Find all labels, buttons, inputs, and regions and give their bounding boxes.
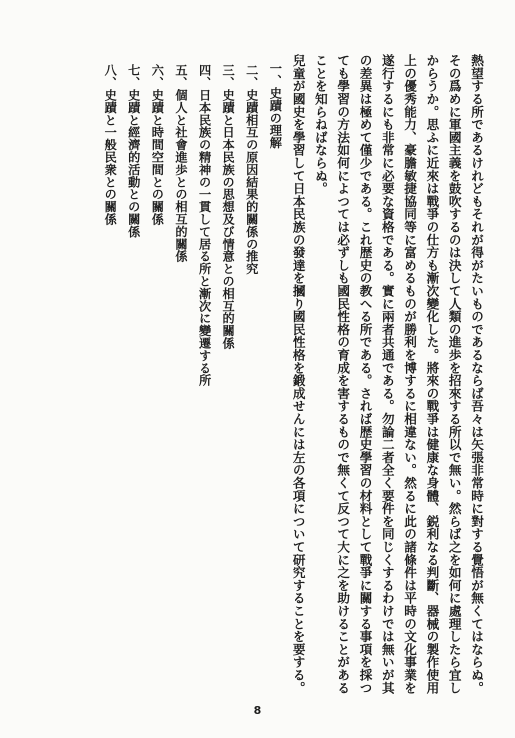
text-line: からうか。思ふに近來は戰爭の仕方も漸次變化した。將來の戰爭は健康な身體、鋭利なる判斷、器械の製作使用 [424, 54, 440, 694]
page-number: 8 [253, 704, 262, 717]
text-line: ても學習の方法如何によつては必ずしも國民性格の育成を害するもので無くて反つて大に之を助けることがある [335, 54, 351, 694]
list-item: 一、史蹟の理解 [268, 62, 283, 149]
numbered-list [98, 54, 287, 696]
list-item: 五、個人と社會進歩との相互的關係 [173, 64, 188, 263]
vertical-text-block [98, 54, 487, 696]
list-item: 八、史蹟と一般民衆との關係 [103, 64, 118, 226]
list-item: 七、史蹟と經濟的活動との關係 [126, 64, 141, 238]
list-item: 三、史蹟と日本民族の思想及び情意との相互的關係 [221, 64, 236, 350]
list-item: 二、史蹟相互の原因結果的關係の推究 [244, 64, 259, 275]
text-line: 上の優秀能力、豪膽敏捷協同等に富めるものが勝利を博するに相違ない。然るに此の諸條件は平時の文化事業を [402, 54, 418, 694]
text-line: 兒童が國史を學習して日本民族の發達を摑り國民性格を鍛成せんには左の各項について研究することを要する。 [290, 54, 306, 694]
text-line: 遂行するにも非常に必要な資格である。實に兩者共通である。勿論二者全く要件を同じくするわけでは無いが其 [379, 54, 395, 694]
list-item: 四、日本民族の精神の一貫して居る所と漸次に變遷する所 [197, 64, 212, 387]
text-line: の差異は極めて僅少である。これ歴史の教へる所である。されば歴史學習の材料として戰爭に關する事項を採つ [357, 54, 373, 694]
list-item: 六、史蹟と時間空間との關係 [150, 64, 165, 226]
text-line: 熱望する所であるけれどもそれが得がたいものであるならば吾々は矢張非常時に對する覺悟が無くてはならぬ。 [469, 54, 484, 694]
text-line: ことを知らねばならぬ。 [312, 54, 328, 195]
text-line: その爲めに軍國主義を鼓吹するのは決して人類の進歩を招來する所以で無い。然らば之を如何に處理したら宜し [446, 54, 462, 694]
